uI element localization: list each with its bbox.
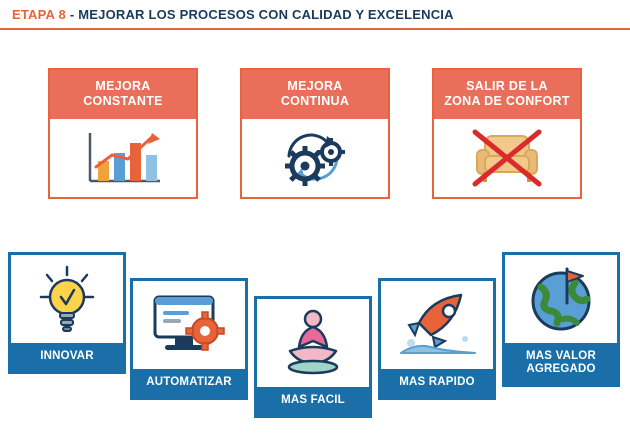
top-card-title — [434, 70, 580, 119]
bottom-card-label-line2: AGREGADO — [526, 363, 596, 375]
bottom-card-mas-rapido[interactable] — [378, 278, 496, 400]
stage-label: ETAPA 8 — [12, 6, 66, 22]
globe-flag-icon — [523, 261, 599, 337]
top-card-title-line2: CONSTANTE — [83, 94, 163, 108]
bottom-card-label-line1: MAS RAPIDO — [399, 376, 475, 388]
top-card-title — [242, 70, 388, 119]
top-card-body — [242, 119, 388, 197]
header-separator: - — [69, 6, 75, 22]
monitor-gear-icon — [147, 289, 231, 361]
bottom-card-label — [381, 369, 493, 397]
top-card-mejora-continua[interactable] — [240, 68, 390, 199]
top-card-title-line1: SALIR DE LA — [466, 79, 548, 93]
bottom-card-label-line1: MAS VALOR — [526, 350, 596, 362]
bottom-card-automatizar[interactable] — [130, 278, 248, 400]
bottom-card-label-line1: INNOVAR — [40, 350, 94, 362]
bottom-card-innovar[interactable] — [8, 252, 126, 374]
bottom-card-label-line1: AUTOMATIZAR — [146, 376, 232, 388]
bottom-card-label — [133, 369, 245, 397]
top-card-mejora-constante[interactable] — [48, 68, 198, 199]
rocket-launch-icon — [395, 289, 479, 361]
bottom-card-body — [133, 281, 245, 369]
top-card-title-line2: ZONA DE CONFORT — [444, 94, 570, 108]
bottom-card-label-line1: MAS FACIL — [281, 394, 345, 406]
bottom-card-mas-valor-agregado[interactable] — [502, 252, 620, 387]
top-card-body — [50, 119, 196, 197]
top-card-title-line2: CONTINUA — [280, 94, 350, 108]
bottom-card-body — [381, 281, 493, 369]
top-card-title — [50, 70, 196, 119]
armchair-crossed-out-icon — [461, 124, 553, 192]
page-header — [0, 0, 630, 30]
yoga-meditation-icon — [278, 305, 348, 381]
lightbulb-idea-icon — [35, 263, 99, 335]
bottom-card-label — [505, 343, 617, 384]
bottom-card-label — [11, 343, 123, 371]
gears-cycle-icon — [275, 126, 355, 190]
top-card-body — [434, 119, 580, 197]
page-title: MEJORAR LOS PROCESOS CON CALIDAD Y EXCELENCIA — [78, 6, 454, 22]
top-card-title-line1: MEJORA — [95, 79, 151, 93]
bottom-card-body — [11, 255, 123, 343]
bottom-card-mas-facil[interactable] — [254, 296, 372, 418]
bottom-card-label — [257, 387, 369, 415]
bar-chart-growth-icon — [80, 127, 166, 189]
top-card-salir-zona-confort[interactable] — [432, 68, 582, 199]
bottom-card-body — [505, 255, 617, 343]
bottom-card-body — [257, 299, 369, 387]
top-card-title-line1: MEJORA — [287, 79, 343, 93]
